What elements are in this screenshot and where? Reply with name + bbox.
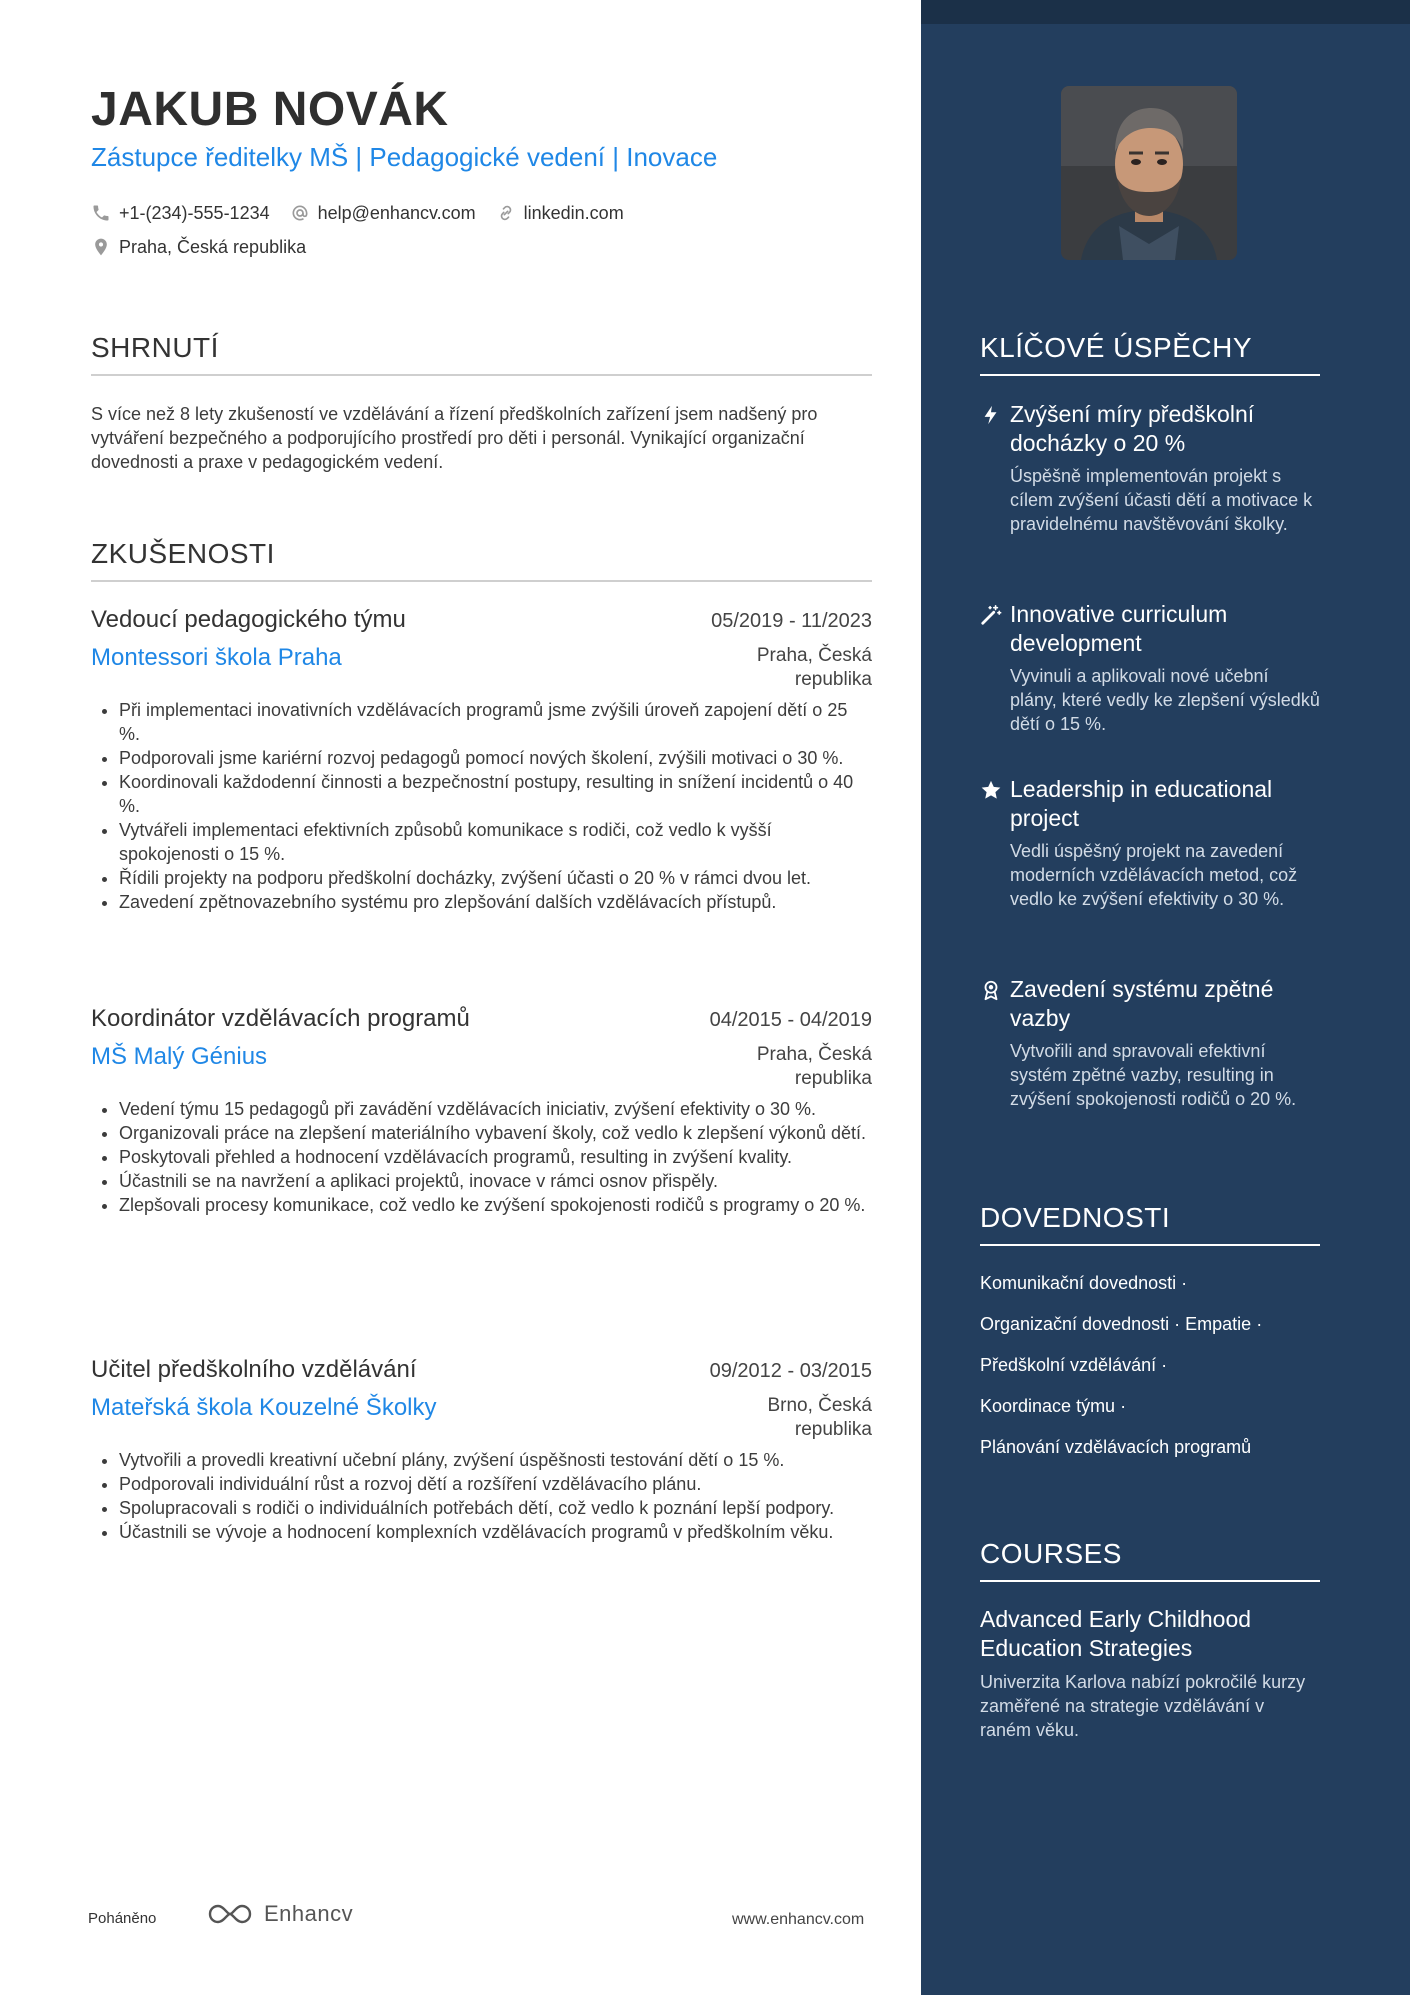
award-icon: [980, 979, 1002, 1001]
powered-by-label: Poháněno: [88, 1910, 157, 1927]
job-bullet: • Organizovali práce na zlepšení materiálního vybavení školy, což vedlo k zlepšení výkonů dětí.: [119, 1121, 872, 1145]
skills-list: [980, 1268, 1340, 1473]
job-bullets: [91, 1448, 872, 1544]
job-entry: [91, 1356, 872, 1544]
achievement-item: [980, 400, 1320, 536]
job-bullet: • Koordinovali každodenní činnosti a bezpečnostní postupy, resulting in snížení incidentů o 40 %.: [119, 770, 872, 818]
job-location: Praha, Česká republika: [756, 1044, 872, 1089]
job-dates: 09/2012 - 03/2015: [709, 1360, 872, 1382]
linkedin-text: linkedin.com: [523, 202, 624, 223]
sidebar: [921, 0, 1410, 1995]
achievement-title: Zavedení systému zpětné vazby: [1010, 976, 1274, 1031]
job-company[interactable]: MŠ Malý Génius: [91, 1043, 268, 1070]
job-title: Vedoucí pedagogického týmu: [91, 606, 406, 633]
job-dates: 04/2015 - 04/2019: [709, 1009, 872, 1031]
phone-text: +1-(234)-555-1234: [119, 202, 270, 223]
brand-name: Enhancv: [264, 1901, 354, 1926]
job-company[interactable]: Montessori škola Praha: [91, 644, 342, 671]
job-bullet: • Poskytovali přehled a hodnocení vzdělávacích programů, resulting in zvýšení kvality.: [119, 1145, 872, 1169]
job-bullet: • Účastnili se na navržení a aplikaci projektů, inovace v rámci osnov přispěly.: [119, 1169, 872, 1193]
skill-separator: ·: [1174, 1314, 1181, 1334]
achievement-item: [980, 775, 1320, 911]
experience-heading: ZKUŠENOSTI: [91, 538, 872, 582]
email-text: help@enhancv.com: [317, 202, 476, 223]
enhancv-logo-icon: [206, 1900, 254, 1928]
job-title: Učitel předškolního vzdělávání: [91, 1356, 417, 1383]
job-bullet: • Při implementaci inovativních vzdělávacích programů jsme zvýšili úroveň zapojení dětí o 25 %.: [119, 698, 872, 746]
job-bullet: • Podporovali individuální růst a rozvoj dětí a rozšíření vzdělávacího plánu.: [119, 1472, 872, 1496]
job-bullet: • Účastnili se vývoje a hodnocení komplexních vzdělávacích programů v předškolním věku.: [119, 1520, 872, 1544]
location-pin-icon: [91, 237, 111, 257]
courses-heading: COURSES: [980, 1538, 1320, 1582]
achievement-item: [980, 600, 1320, 736]
footer: [0, 1900, 921, 1940]
skill-item: Koordinace týmu: [980, 1396, 1116, 1416]
skill-separator: ·: [1120, 1396, 1127, 1416]
avatar-portrait: [1061, 86, 1237, 260]
job-bullet: • Vedení týmu 15 pedagogů při zavádění vzdělávacích iniciativ, zvýšení efektivity o 30 %.: [119, 1097, 872, 1121]
course-desc: Univerzita Karlova nabízí pokročilé kurzy zaměřené na strategie vzdělávání v raném věku.: [980, 1672, 1306, 1740]
job-entry: [91, 606, 872, 914]
linkedin-contact[interactable]: [496, 203, 624, 224]
job-bullet: • Zlepšovali procesy komunikace, což vedlo ke zvýšení spokojenosti rodičů s programy o 20 %.: [119, 1193, 872, 1217]
job-location: Brno, Česká republika: [767, 1395, 872, 1440]
phone-icon: [91, 203, 111, 223]
achievement-title: Innovative curriculum development: [1010, 601, 1228, 656]
job-dates: 05/2019 - 11/2023: [711, 610, 872, 632]
link-icon: [496, 203, 516, 223]
sidebar-top-bar: [921, 0, 1410, 24]
achievement-item: [980, 975, 1320, 1111]
job-bullet: • Vytvářeli implementaci efektivních způsobů komunikace s rodiči, což vedlo k vyšší spokojenosti o 15 %.: [119, 818, 872, 866]
achievement-title: Zvýšení míry předškolní docházky o 20 %: [1010, 401, 1255, 456]
job-entry: [91, 1005, 872, 1217]
profile-photo: [1061, 86, 1237, 260]
summary-text: S více než 8 lety zkušeností ve vzdělávání a řízení předškolních zařízení jsem nadšený pro vytváření bezpečného a podporujícího prostředí pro děti i personál. Vynikající organizační dovednosti a praxe v pedagogickém vedení.: [91, 404, 818, 472]
achievement-desc: Vedli úspěšný projekt na zavedení moderních vzdělávacích metod, což vedlo ke zvýšení efektivity o 30 %.: [1010, 841, 1298, 909]
job-company[interactable]: Mateřská škola Kouzelné Školky: [91, 1394, 437, 1421]
location-text: Praha, Česká republika: [119, 236, 307, 257]
skill-separator: ·: [1256, 1314, 1263, 1334]
lightning-icon: [980, 404, 1002, 426]
skill-item: Organizační dovednosti: [980, 1314, 1170, 1334]
skill-item: Komunikační dovednosti: [980, 1273, 1177, 1293]
location-contact: [91, 237, 306, 258]
star-icon: [980, 779, 1002, 801]
headline: Zástupce ředitelky MŠ | Pedagogické vedení | Inovace: [91, 142, 718, 172]
achievement-desc: Úspěšně implementován projekt s cílem zvýšení účasti dětí a motivace k pravidelnému navštěvování školky.: [1010, 466, 1313, 534]
at-icon: [290, 203, 310, 223]
contact-info: [91, 196, 644, 264]
brand-logo[interactable]: [206, 1900, 353, 1928]
job-bullet: • Spolupracovali s rodiči o individuálních potřebách dětí, což vedlo k poznání lepší podpory.: [119, 1496, 872, 1520]
candidate-name: JAKUB NOVÁK: [91, 83, 449, 136]
summary-heading: SHRNUTÍ: [91, 332, 872, 376]
job-bullets: [91, 1097, 872, 1217]
skill-item: Předškolní vzdělávání: [980, 1355, 1157, 1375]
skills-heading: DOVEDNOSTI: [980, 1202, 1320, 1246]
skill-item: Plánování vzdělávacích programů: [980, 1437, 1252, 1457]
skill-separator: ·: [1161, 1355, 1168, 1375]
footer-website[interactable]: www.enhancv.com: [732, 1911, 865, 1928]
job-bullet: • Zavedení zpětnovazebního systému pro zlepšování dalších vzdělávacích přístupů.: [119, 890, 872, 914]
job-bullet: • Řídili projekty na podporu předškolní docházky, zvýšení účasti o 20 % v rámci dvou let.: [119, 866, 872, 890]
achievements-heading: KLÍČOVÉ ÚSPĚCHY: [980, 332, 1320, 376]
achievement-desc: Vytvořili and spravovali efektivní systém zpětné vazby, resulting in zvýšení spokojenosti rodičů o 20 %.: [1010, 1041, 1297, 1109]
course-title: Advanced Early Childhood Education Strategies: [980, 1606, 1252, 1661]
achievement-desc: Vyvinuli a aplikovali nové učební plány, které vedly ke zlepšení výsledků dětí o 15 %.: [1010, 666, 1320, 734]
skill-item: Empatie: [1185, 1314, 1252, 1334]
achievement-title: Leadership in educational project: [1010, 776, 1273, 831]
email-contact[interactable]: [290, 203, 476, 224]
phone-contact[interactable]: [91, 203, 270, 224]
job-bullet: • Vytvořili a provedli kreativní učební plány, zvýšení úspěšnosti testování dětí o 15 %.: [119, 1448, 872, 1472]
skill-separator: ·: [1181, 1273, 1188, 1293]
job-title: Koordinátor vzdělávacích programů: [91, 1005, 470, 1032]
job-bullet: • Podporovali jsme kariérní rozvoj pedagogů pomocí nových školení, zvýšili motivaci o 30 %.: [119, 746, 872, 770]
job-location: Praha, Česká republika: [756, 645, 872, 690]
magic-wand-icon: [980, 604, 1002, 626]
job-bullets: [91, 698, 872, 914]
